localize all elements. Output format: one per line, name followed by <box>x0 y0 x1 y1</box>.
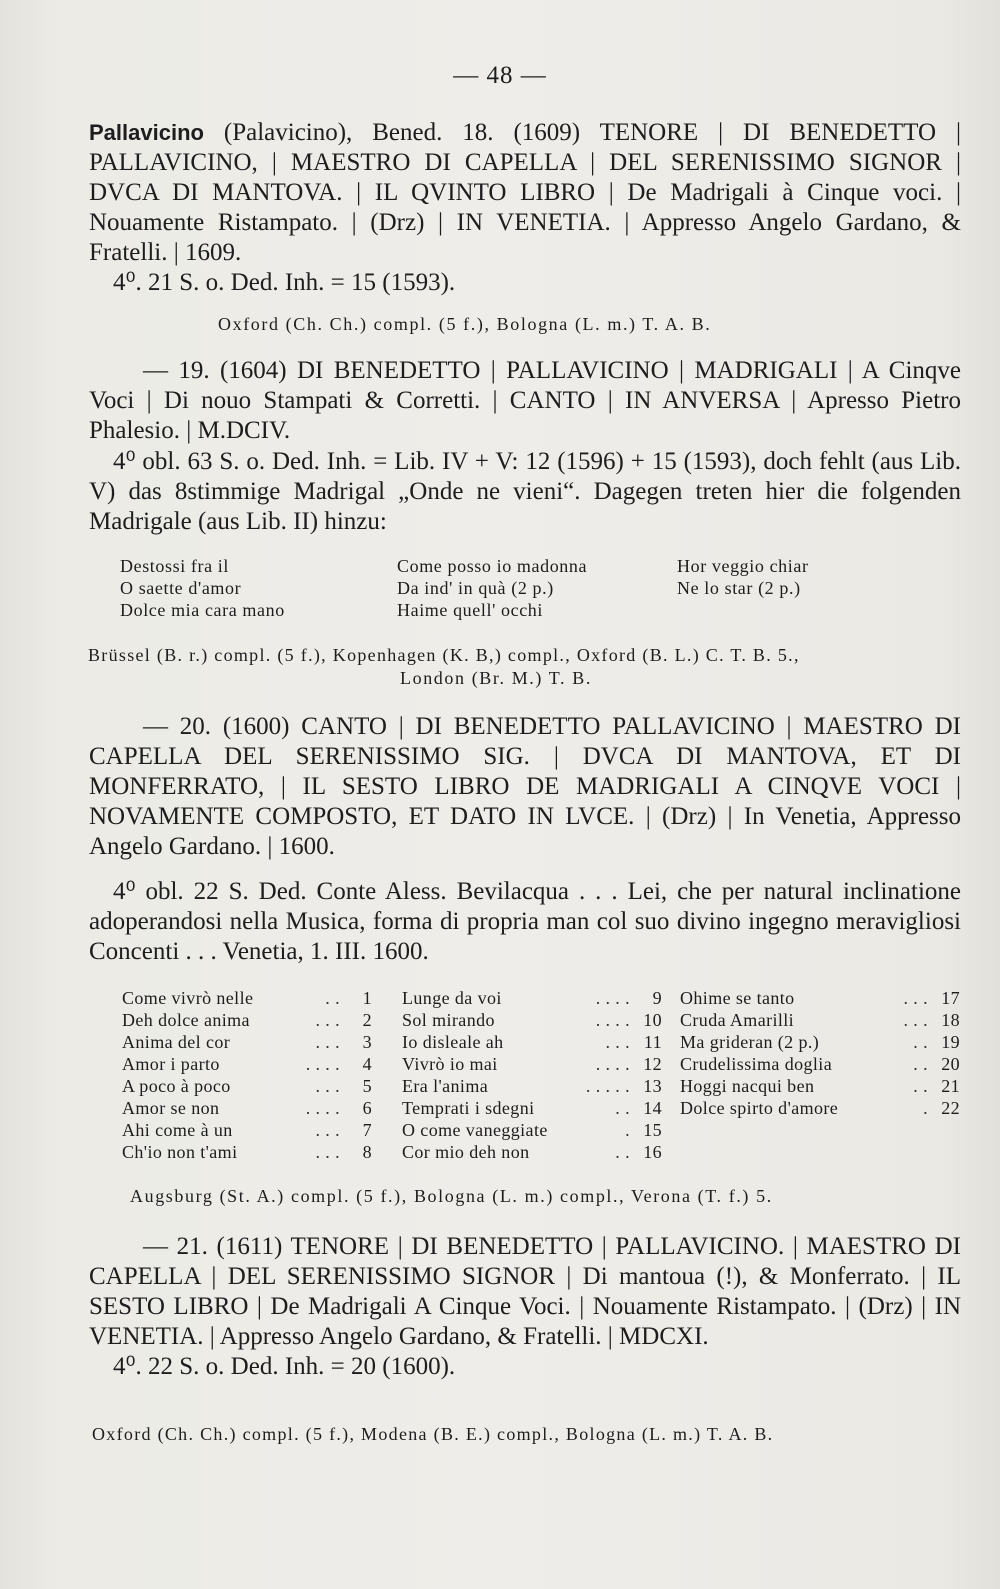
toc-title: O come vaneggiate <box>402 1120 548 1140</box>
toc-title: Temprati i sdegni <box>402 1098 535 1118</box>
toc-row <box>122 1031 372 1053</box>
entry-19-locations-2: London (Br. M.) T. B. <box>400 668 592 688</box>
toc-row <box>122 1053 372 1075</box>
entry-21: — 21. (1611) TENORE | DI BENEDETTO | PALLAVICINO. | MAESTRO DI CAPELLA | DEL SERENISSIMO SIGNOR | Di mantoua (!), & Monferrato. | IL SESTO LIBRO | De Madrigali A Cinque Voci. | Nouamente Ristampato. | (Drz) | IN VENETIA. | Appresso Angelo Gardano, & Fratelli. | MDCXI. <box>89 1233 961 1350</box>
toc-dots: . . <box>913 1076 928 1096</box>
entry-18-text: (Palavicino), Bened. 18. (1609) TENORE | DI BENEDETTO | PALLAVICINO, | MAESTRO DI CAPELLA | DEL SERENISSIMO SIGNOR | DVCA DI MANTOVA. | IL QVINTO LIBRO | De Madrigali à Cinque voci. | Nouamente Ristampato. | (Drz) | IN VENETIA. | Appresso Angelo Gardano, & Fratelli. | 1609. <box>89 119 961 266</box>
toc-title: A poco à poco <box>122 1076 231 1096</box>
madrigal-column-3 <box>677 555 809 599</box>
toc-number: 13 <box>643 1076 662 1096</box>
madrigal-title: Come posso io madonna <box>397 556 588 576</box>
toc-title: Sol mirando <box>402 1010 495 1030</box>
toc-number: 4 <box>362 1054 372 1074</box>
toc-row <box>402 1141 662 1163</box>
toc-title: Come vivrò nelle <box>122 988 254 1008</box>
toc-row <box>680 1031 960 1053</box>
toc-dots: . . . <box>605 1032 630 1052</box>
toc-column-2 <box>402 987 662 1163</box>
toc-title: Ch'io non t'ami <box>122 1142 238 1162</box>
madrigal-title: Destossi fra il <box>120 556 229 576</box>
entry-20-locations: Augsburg (St. A.) compl. (5 f.), Bologna (L. m.) compl., Verona (T. f.) 5. <box>130 1186 773 1206</box>
toc-dots: . . . . . <box>585 1076 630 1096</box>
toc-dots: . . . . <box>305 1054 340 1074</box>
toc-number: 11 <box>643 1032 662 1052</box>
toc-number: 20 <box>941 1054 960 1074</box>
madrigal-title: Dolce mia cara mano <box>120 600 285 620</box>
entry-20-format: 4⁰ obl. 22 S. Ded. Conte Aless. Bevilacqua . . . Lei, che per natural inclinatione adoperandosi nella Musica, forma di propria man col suo divino ingegno meravigliosi Concenti . . . Venetia, 1. III. 1600. <box>89 878 961 965</box>
toc-title: Crudelissima doglia <box>680 1054 833 1074</box>
madrigal-column-1 <box>120 555 285 621</box>
toc-column-3 <box>680 987 960 1119</box>
toc-dots: . . <box>913 1054 928 1074</box>
madrigal-title: O saette d'amor <box>120 578 242 598</box>
toc-number: 1 <box>362 988 372 1008</box>
toc-title: Era l'anima <box>402 1076 489 1096</box>
toc-dots: . . . . <box>595 1054 630 1074</box>
toc-title: Dolce spirto d'amore <box>680 1098 839 1118</box>
toc-row <box>122 1119 372 1141</box>
toc-dots: . <box>625 1120 630 1140</box>
toc-row <box>122 1097 372 1119</box>
toc-number: 14 <box>643 1098 662 1118</box>
toc-row <box>402 1075 662 1097</box>
toc-dots: . <box>923 1098 928 1118</box>
entry-18-format: 4⁰. 21 S. o. Ded. Inh. = 15 (1593). <box>113 269 456 296</box>
toc-number: 2 <box>362 1010 372 1030</box>
toc-number: 6 <box>362 1098 372 1118</box>
toc-number: 15 <box>643 1120 662 1140</box>
toc-title: Cor mio deh non <box>402 1142 530 1162</box>
toc-dots: . . . <box>315 1032 340 1052</box>
toc-number: 7 <box>362 1120 372 1140</box>
madrigal-title: Hor veggio chiar <box>677 556 809 576</box>
toc-row <box>680 1097 960 1119</box>
toc-row <box>402 1119 662 1141</box>
toc-number: 17 <box>941 988 960 1008</box>
toc-row <box>402 1009 662 1031</box>
toc-dots: . . . . <box>595 1010 630 1030</box>
toc-title: Ahi come à un <box>122 1120 233 1140</box>
toc-dots: . . <box>913 1032 928 1052</box>
madrigal-title: Haime quell' occhi <box>397 600 543 620</box>
toc-row <box>402 987 662 1009</box>
toc-number: 10 <box>643 1010 662 1030</box>
page-number: — 48 — <box>453 62 547 89</box>
toc-column-1 <box>122 987 372 1163</box>
toc-row <box>680 1009 960 1031</box>
toc-title: Ma grideran (2 p.) <box>680 1032 820 1052</box>
toc-row <box>122 1075 372 1097</box>
toc-dots: . . . <box>315 1010 340 1030</box>
toc-title: Amor i parto <box>122 1054 220 1074</box>
toc-dots: . . <box>615 1142 630 1162</box>
entry-21-locations: Oxford (Ch. Ch.) compl. (5 f.), Modena (B. E.) compl., Bologna (L. m.) T. A. B. <box>92 1424 774 1444</box>
toc-title: Cruda Amarilli <box>680 1010 795 1030</box>
entry-19: — 19. (1604) DI BENEDETTO | PALLAVICINO | MADRIGALI | A Cinqve Voci | Di nouo Stampati & Corretti. | CANTO | IN ANVERSA | Apresso Pietro Phalesio. | M.DCIV. <box>89 357 961 444</box>
toc-row <box>680 1075 960 1097</box>
toc-row <box>680 1053 960 1075</box>
composer-name: Pallavicino <box>89 120 204 145</box>
toc-row <box>122 1141 372 1163</box>
madrigal-title: Ne lo star (2 p.) <box>677 578 801 598</box>
toc-number: 12 <box>643 1054 662 1074</box>
toc-row <box>402 1031 662 1053</box>
toc-dots: . . . <box>903 988 928 1008</box>
toc-dots: . . . . <box>305 1098 340 1118</box>
toc-row <box>402 1097 662 1119</box>
entry-19-format: 4⁰ obl. 63 S. o. Ded. Inh. = Lib. IV + V: 12 (1596) + 15 (1593), doch fehlt (aus Lib. V) das 8stimmige Madrigal „Onde ne vieni“. Dagegen treten hier die folgenden Madrigale (aus Lib. II) hinzu: <box>89 448 961 535</box>
toc-title: Io disleale ah <box>402 1032 504 1052</box>
toc-number: 16 <box>643 1142 662 1162</box>
toc-dots: . . <box>325 988 340 1008</box>
toc-title: Amor se non <box>122 1098 220 1118</box>
entry-18-locations: Oxford (Ch. Ch.) compl. (5 f.), Bologna (L. m.) T. A. B. <box>218 314 712 334</box>
toc-row <box>402 1053 662 1075</box>
toc-dots: . . . <box>315 1076 340 1096</box>
madrigal-column-2 <box>397 555 587 621</box>
toc-dots: . . . <box>315 1120 340 1140</box>
toc-number: 9 <box>652 988 662 1008</box>
toc-title: Ohime se tanto <box>680 988 795 1008</box>
toc-number: 8 <box>362 1142 372 1162</box>
toc-title: Anima del cor <box>122 1032 231 1052</box>
toc-row <box>122 1009 372 1031</box>
toc-dots: . . <box>615 1098 630 1118</box>
toc-row <box>122 987 372 1009</box>
toc-number: 19 <box>941 1032 960 1052</box>
entry-19-locations-1: Brüssel (B. r.) compl. (5 f.), Kopenhagen (K. B,) compl., Oxford (B. L.) C. T. B. 5., <box>88 645 800 665</box>
entry-18 <box>89 118 961 268</box>
toc-dots: . . . . <box>595 988 630 1008</box>
entry-20: — 20. (1600) CANTO | DI BENEDETTO PALLAVICINO | MAESTRO DI CAPELLA DEL SERENISSIMO SIG. | DVCA DI MANTOVA, ET DI MONFERRATO, | IL SESTO LIBRO DE MADRIGALI A CINQVE VOCI | NOVAMENTE COMPOSTO, ET DATO IN LVCE. | (Drz) | In Venetia, Appresso Angelo Gardano. | 1600. <box>89 713 961 860</box>
toc-number: 3 <box>362 1032 372 1052</box>
toc-title: Vivrò io mai <box>402 1054 498 1074</box>
toc-title: Lunge da voi <box>402 988 502 1008</box>
entry-21-format: 4⁰. 22 S. o. Ded. Inh. = 20 (1600). <box>113 1353 456 1380</box>
toc-dots: . . . <box>903 1010 928 1030</box>
toc-title: Hoggi nacqui ben <box>680 1076 815 1096</box>
toc-dots: . . . <box>315 1142 340 1162</box>
toc-number: 18 <box>941 1010 960 1030</box>
madrigal-title: Da ind' in quà (2 p.) <box>397 578 554 598</box>
toc-row <box>680 987 960 1009</box>
toc-number: 21 <box>941 1076 960 1096</box>
toc-number: 22 <box>941 1098 960 1118</box>
toc-number: 5 <box>362 1076 372 1096</box>
toc-title: Deh dolce anima <box>122 1010 250 1030</box>
